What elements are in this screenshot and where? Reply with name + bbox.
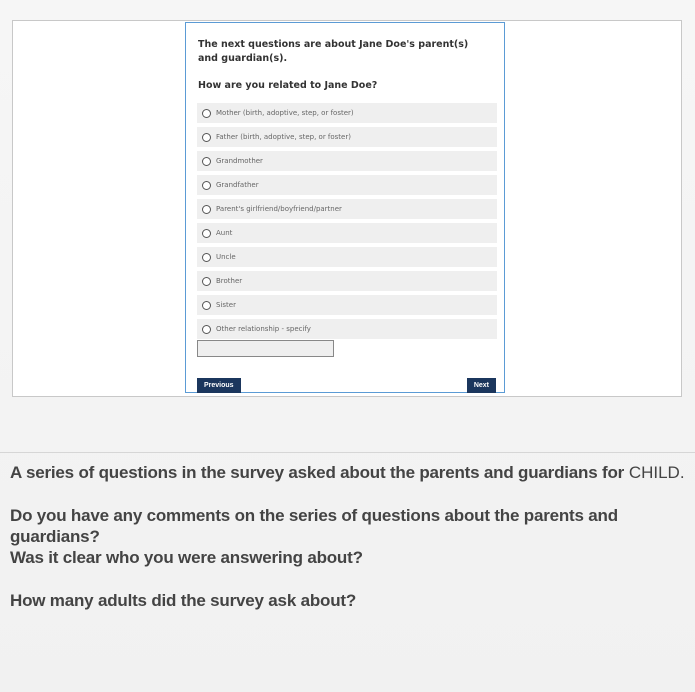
radio-icon[interactable] — [202, 253, 211, 262]
option-label: Brother — [216, 277, 243, 285]
option-label: Father (birth, adoptive, step, or foster) — [216, 133, 351, 141]
radio-icon[interactable] — [202, 109, 211, 118]
question-label: How are you related to Jane Doe? — [198, 80, 378, 91]
option-label: Uncle — [216, 253, 236, 261]
radio-icon[interactable] — [202, 301, 211, 310]
option-row[interactable] — [197, 247, 497, 267]
option-row[interactable] — [197, 151, 497, 171]
option-row[interactable] — [197, 199, 497, 219]
option-row[interactable] — [197, 295, 497, 315]
option-label: Other relationship - specify — [216, 325, 311, 333]
option-row[interactable] — [197, 271, 497, 291]
prompt-question-1: Do you have any comments on the series of questions about the parents and guardians? — [10, 506, 618, 546]
specify-input[interactable] — [197, 340, 334, 357]
option-label: Parent's girlfriend/boyfriend/partner — [216, 205, 342, 213]
option-row[interactable] — [197, 223, 497, 243]
survey-intro: The next questions are about Jane Doe's parent(s) and guardian(s). — [198, 39, 469, 64]
radio-icon[interactable] — [202, 133, 211, 142]
prompt-child: CHILD. — [628, 463, 685, 482]
option-label: Grandfather — [216, 181, 259, 189]
prompt-question-2: Was it clear who you were answering about? — [10, 548, 363, 567]
radio-icon[interactable] — [202, 205, 211, 214]
radio-icon[interactable] — [202, 277, 211, 286]
radio-icon[interactable] — [202, 181, 211, 190]
divider — [0, 452, 695, 453]
option-label: Sister — [216, 301, 236, 309]
prompt-text — [10, 462, 690, 611]
radio-icon[interactable] — [202, 157, 211, 166]
option-label: Aunt — [216, 229, 233, 237]
prompt-question-3: How many adults did the survey ask about? — [10, 591, 357, 610]
radio-icon[interactable] — [202, 229, 211, 238]
option-label: Grandmother — [216, 157, 263, 165]
survey-panel — [185, 22, 505, 393]
radio-icon[interactable] — [202, 325, 211, 334]
prompt-intro: A series of questions in the survey asked about the parents and guardians for — [10, 463, 625, 482]
option-label: Mother (birth, adoptive, step, or foster) — [216, 109, 354, 117]
option-row[interactable] — [197, 175, 497, 195]
option-row[interactable] — [197, 103, 497, 123]
next-button[interactable]: Next — [467, 378, 496, 393]
option-row[interactable] — [197, 319, 497, 339]
option-row[interactable] — [197, 127, 497, 147]
previous-button[interactable]: Previous — [197, 378, 241, 393]
